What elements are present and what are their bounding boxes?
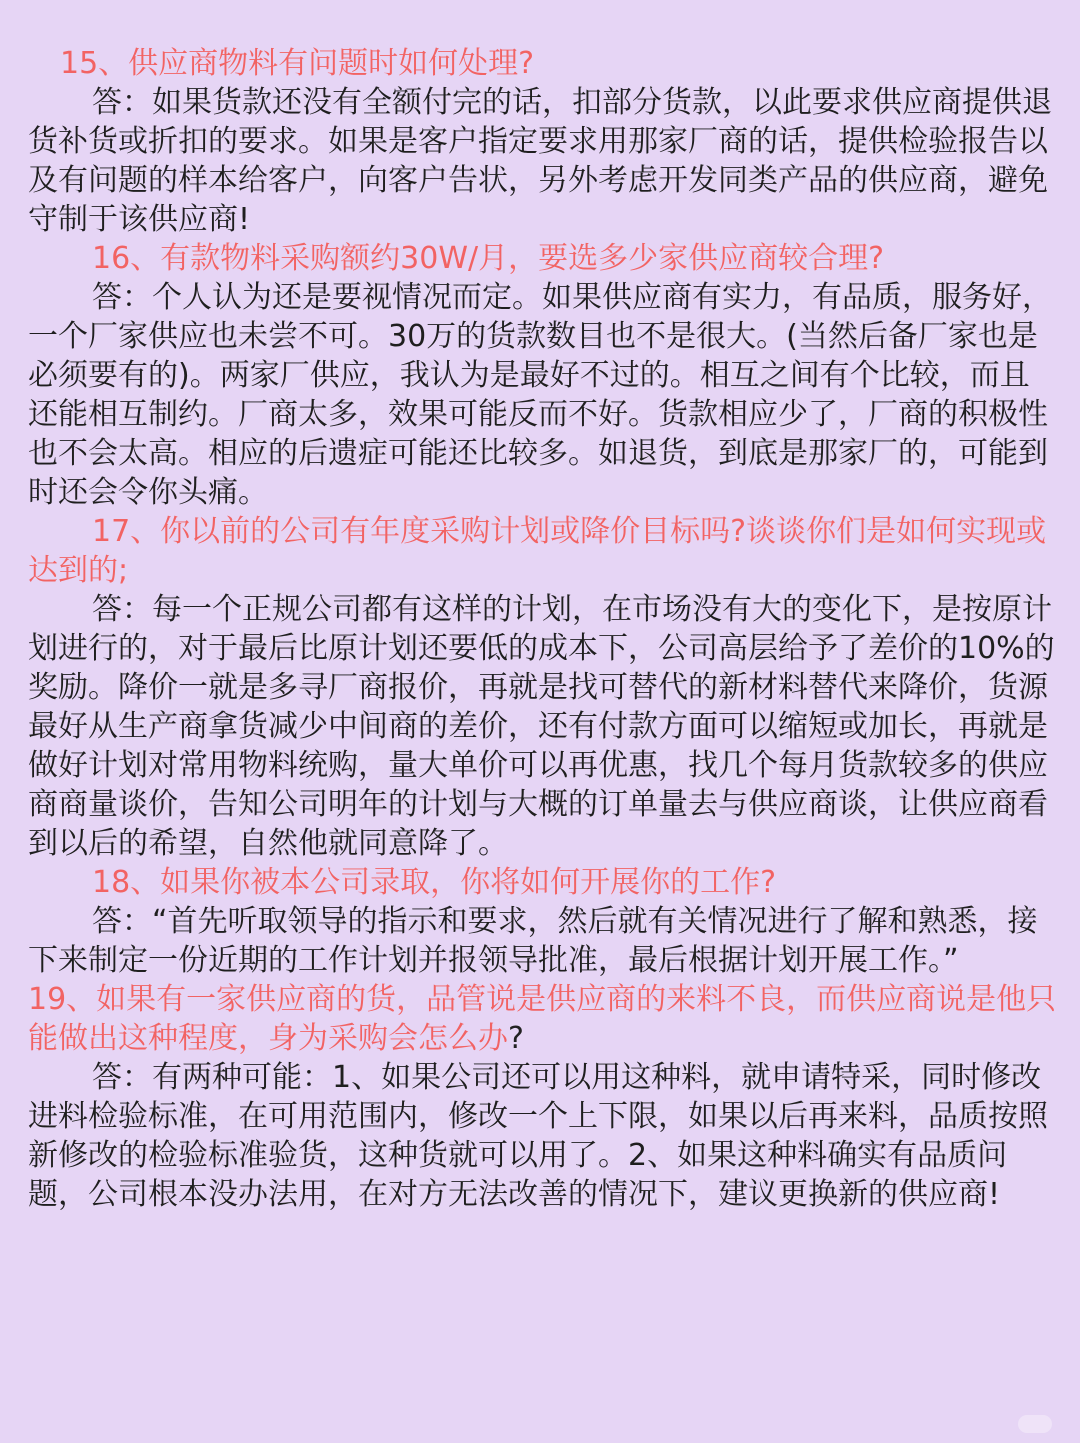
question-text: 18、如果你被本公司录取，你将如何开展你的工作?: [92, 865, 777, 900]
qa-item-16: [28, 239, 1058, 512]
watermark-badge: [1018, 1415, 1052, 1433]
qa-item-18: [28, 863, 1058, 980]
question-heading: [28, 863, 1058, 902]
question-mark: ?: [508, 1021, 524, 1056]
qa-item-17: [28, 512, 1058, 863]
question-text: 15、供应商物料有问题时如何处理?: [60, 46, 535, 81]
answer-paragraph: 答：如果货款还没有全额付完的话，扣部分货款，以此要求供应商提供退货补货或折扣的要求。如果是客户指定要求用那家厂商的话，提供检验报告以及有问题的样本给客户，向客户告状，另外考虑开发同类产品的供应商，避免守制于该供应商!: [28, 85, 1052, 237]
answer-paragraph: 答：“首先听取领导的指示和要求，然后就有关情况进行了解和熟悉，接下来制定一份近期的工作计划并报领导批准，最后根据计划开展工作。”: [28, 904, 1038, 978]
question-heading: [28, 512, 1058, 590]
answer-paragraph: 答：有两种可能：1、如果公司还可以用这种料，就申请特采，同时修改进料检验标准，在可用范围内，修改一个上下限，如果以后再来料，品质按照新修改的检验标准验货，这种货就可以用了。2、如果这种料确实有品质问题，公司根本没办法用，在对方无法改善的情况下，建议更换新的供应商!: [28, 1060, 1048, 1212]
question-text: 16、有款物料采购额约30W/月，要选多少家供应商较合理?: [92, 241, 885, 276]
answer-paragraph: 答：个人认为还是要视情况而定。如果供应商有实力，有品质，服务好，一个厂家供应也未尝不可。30万的货款数目也不是很大。(当然后备厂家也是必须要有的)。两家厂供应，我认为是最好不过的。相互之间有个比较，而且还能相互制约。厂商太多，效果可能反而不好。货款相应少了，厂商的积极性也不会太高。相应的后遗症可能还比较多。如退货，到底是那家厂的，可能到时还会令你头痛。: [28, 280, 1052, 510]
answer-paragraph: 答：每一个正规公司都有这样的计划，在市场没有大的变化下，是按原计划进行的，对于最后比原计划还要低的成本下，公司高层给予了差价的10%的奖励。降价一就是多寻厂商报价，再就是找可替代的新材料替代来降价，货源最好从生产商拿货减少中间商的差价，还有付款方面可以缩短或加长，再就是做好计划对常用物料统购，量大单价可以再优惠，找几个每月货款较多的供应商商量谈价，告知公司明年的计划与大概的订单量去与供应商谈，让供应商看到以后的希望，自然他就同意降了。: [28, 592, 1055, 861]
qa-item-15: [28, 44, 1058, 239]
question-text: 19、如果有一家供应商的货，品管说是供应商的来料不良，而供应商说是他只能做出这种程度，身为采购会怎么办: [28, 982, 1057, 1056]
question-heading: [28, 239, 1058, 278]
qa-item-19: [28, 980, 1058, 1214]
question-heading: [28, 980, 1058, 1058]
question-heading: [28, 44, 1058, 83]
question-text: 17、你以前的公司有年度采购计划或降价目标吗?谈谈你们是如何实现或达到的;: [28, 514, 1047, 588]
